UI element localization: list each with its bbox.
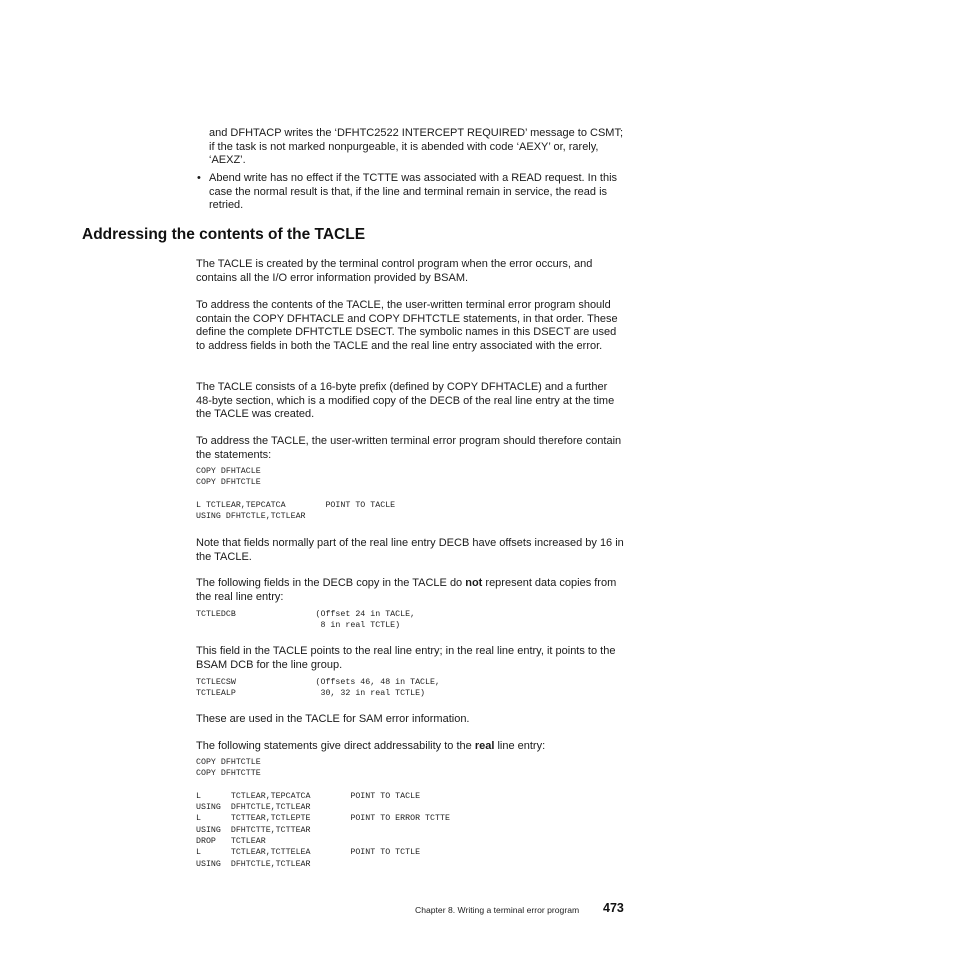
code-block: TCTLECSW (Offsets 46, 48 in TACLE, TCTLEALP 30, 32 in real TCTLE) — [196, 678, 440, 699]
continued-paragraph: and DFHTACP writes the ‘DFHTC2522 INTERCEPT REQUIRED’ message to CSMT; if the task is not marked nonpurgeable, it is abended with code ‘AEXY’ or, rarely, ‘AEXZ’. — [209, 127, 624, 167]
paragraph: The TACLE consists of a 16-byte prefix (defined by COPY DFHTACLE) and a further 48-byte section, which is a modified copy of the DECB of the real line entry at the time the TACLE was created. — [196, 381, 615, 421]
section-heading: Addressing the contents of the TACLE — [82, 226, 366, 243]
paragraph-text: The following fields in the DECB copy in the TACLE do — [196, 577, 466, 589]
page-number: 473 — [603, 901, 624, 915]
code-block: COPY DFHTCTLE COPY DFHTCTTE L TCTLEAR,TEPCATCA POINT TO TACLE USING DFHTCTLE,TCTLEAR L TCTTEAR,TCTLEPTE POINT TO ERROR TCTTE USING DFHTCTTE,TCTTEAR DROP TCTLEAR L TCTLEAR,TCTTELEA POINT TO TCTLE USING DFHTCTLE,TCTLEAR — [196, 758, 450, 869]
paragraph: Note that fields normally part of the real line entry DECB have offsets increased by 16 in the TACLE. — [196, 537, 624, 563]
paragraph — [196, 577, 626, 604]
paragraph: The TACLE is created by the terminal control program when the error occurs, and contains all the I/O error information provided by BSAM. — [196, 258, 593, 284]
bullet-mark: • — [197, 172, 201, 184]
paragraph-text: represent data copies from the real line entry: — [196, 577, 617, 603]
paragraph: To address the contents of the TACLE, the user-written terminal error program should contain the COPY DFHTACLE and COPY DFHTCTLE statements, in that order. These define the complete DFHTCTLE DSECT. The symbolic names in this DSECT are used to address fields in both the TACLE and the real line entry associated with the error. — [196, 299, 618, 352]
paragraph: This field in the TACLE points to the real line entry; in the real line entry, it points to the BSAM DCB for the line group. — [196, 645, 616, 671]
paragraph: These are used in the TACLE for SAM error information. — [196, 713, 470, 725]
emphasis: not — [465, 577, 483, 589]
paragraph: To address the TACLE, the user-written terminal error program should therefore contain the statements: — [196, 435, 622, 461]
footer-chapter: Chapter 8. Writing a terminal error program — [415, 905, 580, 915]
paragraph-text: The following statements give direct addressability to the — [196, 740, 475, 752]
emphasis: real — [474, 740, 495, 752]
code-block: COPY DFHTACLE COPY DFHTCTLE L TCTLEAR,TEPCATCA POINT TO TACLE USING DFHTCTLE,TCTLEAR — [196, 467, 396, 522]
bullet-item: Abend write has no effect if the TCTTE was associated with a READ request. In this case the normal result is that, if the line and terminal remain in service, the read is retried. — [209, 172, 618, 212]
paragraph — [196, 740, 626, 754]
code-block: TCTLEDCB (Offset 24 in TACLE, 8 in real TCTLE) — [196, 610, 416, 631]
paragraph-text: line entry: — [494, 740, 546, 752]
